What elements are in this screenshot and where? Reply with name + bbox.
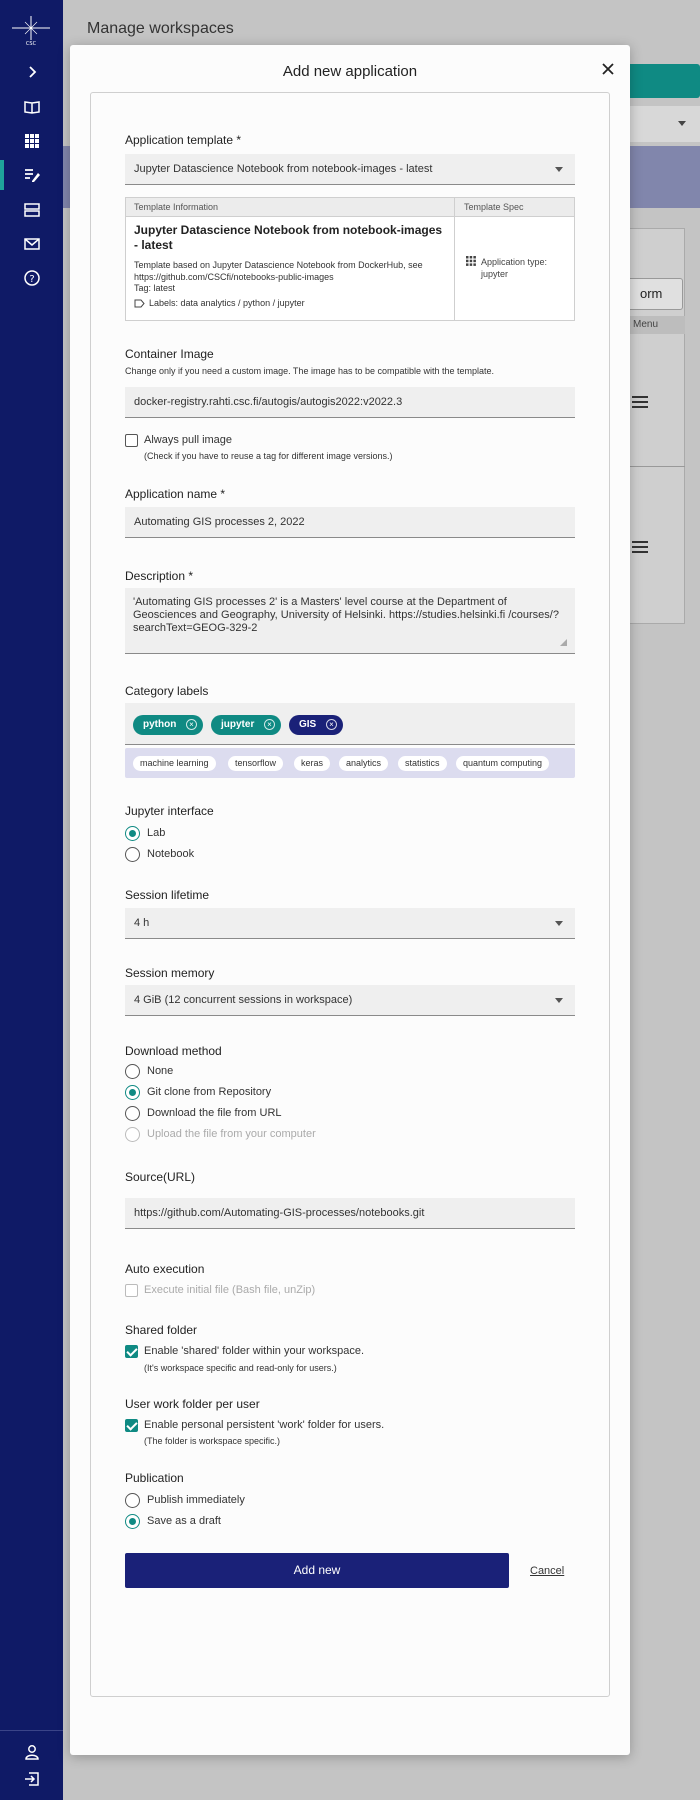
download-method-label: Download method bbox=[125, 1044, 222, 1058]
sidebar bbox=[0, 0, 63, 1800]
background-select bbox=[623, 106, 700, 142]
edit-list-icon bbox=[23, 166, 41, 184]
publication-label: Publication bbox=[125, 1471, 184, 1485]
svg-text:CSC: CSC bbox=[25, 41, 37, 46]
download-url-radio[interactable] bbox=[125, 1106, 140, 1121]
background-primary-button bbox=[623, 64, 700, 98]
sidebar-item-workspaces[interactable] bbox=[0, 124, 63, 158]
template-spec-type-value: jupyter bbox=[481, 269, 509, 279]
template-select[interactable] bbox=[125, 154, 575, 185]
background-form-button: orm bbox=[623, 278, 683, 310]
download-none-radio[interactable] bbox=[125, 1064, 140, 1079]
session-lifetime-label: Session lifetime bbox=[125, 888, 210, 902]
sidebar-item-help[interactable] bbox=[0, 261, 63, 295]
shared-folder-help: (It's workspace specific and read-only for users.) bbox=[144, 1363, 337, 1373]
container-image-input[interactable]: docker-registry.rahti.csc.fi/autogis/autogis2022:v2022.3 bbox=[125, 387, 575, 418]
description-label: Description * bbox=[125, 569, 194, 583]
publish-immediately-radio[interactable] bbox=[125, 1493, 140, 1508]
template-info-labels-text: Labels: data analytics / python / jupyter bbox=[149, 298, 305, 308]
always-pull-checkbox[interactable] bbox=[125, 434, 138, 447]
jupyter-notebook-radio[interactable] bbox=[125, 847, 140, 862]
auto-execution-text: Execute initial file (Bash file, unZip) bbox=[144, 1284, 316, 1296]
category-chips-input[interactable] bbox=[125, 703, 575, 745]
remove-chip-icon[interactable]: × bbox=[186, 719, 197, 730]
resize-handle-icon[interactable] bbox=[560, 639, 567, 646]
chevron-down-icon bbox=[555, 921, 563, 926]
remove-chip-icon[interactable]: × bbox=[264, 719, 275, 730]
suggestion-analytics[interactable]: analytics bbox=[339, 756, 388, 771]
suggestion-statistics[interactable]: statistics bbox=[398, 756, 447, 771]
auto-execution-checkbox bbox=[125, 1284, 138, 1297]
mail-icon bbox=[23, 235, 41, 253]
work-folder-checkbox[interactable] bbox=[125, 1419, 138, 1432]
sidebar-item-logout[interactable] bbox=[0, 1762, 63, 1796]
source-url-input[interactable]: https://github.com/Automating-GIS-processes/notebooks.git bbox=[125, 1198, 575, 1229]
chip-label: python bbox=[143, 719, 177, 730]
grid-icon bbox=[23, 132, 41, 150]
suggestion-quantum-computing[interactable]: quantum computing bbox=[456, 756, 549, 771]
storage-icon bbox=[23, 201, 41, 219]
chip-jupyter[interactable] bbox=[211, 715, 281, 735]
work-folder-label: User work folder per user bbox=[125, 1397, 260, 1411]
save-draft-label: Save as a draft bbox=[147, 1515, 221, 1527]
template-info-labels bbox=[134, 298, 305, 308]
template-spec bbox=[466, 256, 547, 280]
dialog-title: Add new application bbox=[282, 63, 418, 80]
category-suggestions bbox=[125, 748, 575, 778]
chip-python[interactable] bbox=[133, 715, 203, 735]
suggestion-tensorflow[interactable]: tensorflow bbox=[228, 756, 283, 771]
suggestion-machine-learning[interactable]: machine learning bbox=[133, 756, 216, 771]
template-info-divider bbox=[454, 198, 455, 320]
template-spec-col-header: Template Spec bbox=[464, 202, 524, 212]
application-name-input[interactable]: Automating GIS processes 2, 2022 bbox=[125, 507, 575, 538]
background-separator bbox=[623, 466, 685, 467]
category-labels-label: Category labels bbox=[125, 684, 209, 698]
sidebar-item-manage-workspaces[interactable] bbox=[0, 158, 63, 192]
description-text: 'Automating GIS processes 2' is a Masters' level course at the Department of Geosciences and Geography, University of Helsinki. https://studies.helsinki.fi /courses/?searchText=GEOG-329-2 bbox=[133, 596, 559, 634]
svg-text:?: ? bbox=[28, 274, 35, 285]
sidebar-item-catalog[interactable] bbox=[0, 90, 63, 124]
chip-gis[interactable] bbox=[289, 715, 343, 735]
close-icon[interactable] bbox=[598, 59, 618, 79]
work-folder-help: (The folder is workspace specific.) bbox=[144, 1436, 281, 1446]
session-memory-value: 4 GiB (12 concurrent sessions in workspace) bbox=[134, 994, 353, 1006]
jupyter-interface-label: Jupyter interface bbox=[125, 804, 214, 818]
jupyter-lab-label: Lab bbox=[147, 827, 166, 839]
auto-execution-label: Auto execution bbox=[125, 1262, 205, 1276]
template-select-value: Jupyter Datascience Notebook from notebook-images - latest bbox=[134, 163, 433, 175]
template-info-header bbox=[126, 198, 574, 217]
hamburger-menu-icon bbox=[632, 541, 648, 553]
add-new-button[interactable]: Add new bbox=[125, 1553, 509, 1588]
source-url-label: Source(URL) bbox=[125, 1170, 196, 1184]
sidebar-divider bbox=[0, 1730, 63, 1731]
work-folder-text: Enable personal persistent 'work' folder for users. bbox=[144, 1419, 385, 1431]
download-git-radio[interactable] bbox=[125, 1085, 140, 1100]
suggestion-keras[interactable]: keras bbox=[294, 756, 330, 771]
background-menu-header: Menu bbox=[623, 316, 685, 334]
application-name-label: Application name * bbox=[125, 487, 226, 501]
download-upload-radio bbox=[125, 1127, 140, 1142]
chip-label: GIS bbox=[299, 719, 317, 730]
download-url-label: Download the file from URL bbox=[147, 1107, 282, 1119]
template-info-title: Jupyter Datascience Notebook from notebook-images - latest bbox=[134, 223, 443, 252]
session-memory-label: Session memory bbox=[125, 966, 215, 980]
hamburger-menu-icon bbox=[632, 396, 648, 408]
template-info-col-header: Template Information bbox=[134, 202, 219, 212]
shared-folder-checkbox[interactable] bbox=[125, 1345, 138, 1358]
chip-label: jupyter bbox=[221, 719, 255, 730]
download-upload-label: Upload the file from your computer bbox=[147, 1128, 316, 1140]
template-info-tag: Tag: latest bbox=[134, 283, 176, 293]
shared-folder-text: Enable 'shared' folder within your workspace. bbox=[144, 1345, 365, 1357]
apps-grid-icon bbox=[466, 256, 476, 266]
chevron-right-icon bbox=[23, 63, 41, 81]
logout-icon bbox=[23, 1770, 41, 1788]
always-pull-label: Always pull image bbox=[144, 434, 233, 446]
description-textarea[interactable] bbox=[125, 588, 575, 654]
page-title: Manage workspaces bbox=[87, 20, 234, 37]
jupyter-notebook-label: Notebook bbox=[147, 848, 195, 860]
template-label: Application template * bbox=[125, 133, 242, 147]
label-tag-icon bbox=[134, 299, 145, 308]
session-memory-select[interactable] bbox=[125, 985, 575, 1016]
session-lifetime-select[interactable] bbox=[125, 908, 575, 939]
jupyter-lab-radio[interactable] bbox=[125, 826, 140, 841]
expand-sidebar-button[interactable] bbox=[0, 55, 63, 89]
chevron-down-icon bbox=[555, 998, 563, 1003]
download-none-label: None bbox=[147, 1065, 174, 1077]
template-info-table bbox=[125, 197, 575, 321]
session-lifetime-value: 4 h bbox=[134, 917, 150, 929]
container-image-help: Change only if you need a custom image. The image has to be compatible with the template. bbox=[125, 366, 495, 376]
shared-folder-label: Shared folder bbox=[125, 1323, 198, 1337]
publish-immediately-label: Publish immediately bbox=[147, 1494, 245, 1506]
sidebar-item-storage[interactable] bbox=[0, 193, 63, 227]
user-icon bbox=[23, 1743, 41, 1761]
csc-logo-icon[interactable] bbox=[8, 14, 54, 46]
template-info-description: Template based on Jupyter Datascience Notebook from DockerHub, see https://github.com/CSCfi/notebooks-public-images bbox=[134, 260, 423, 282]
remove-chip-icon[interactable]: × bbox=[326, 719, 337, 730]
always-pull-help: (Check if you have to reuse a tag for different image versions.) bbox=[144, 451, 393, 461]
book-icon bbox=[23, 98, 41, 116]
help-icon bbox=[23, 269, 41, 287]
chevron-down-icon bbox=[555, 167, 563, 172]
sidebar-item-messages[interactable] bbox=[0, 227, 63, 261]
template-spec-type-label: Application type: bbox=[481, 257, 548, 267]
cancel-link[interactable]: Cancel bbox=[530, 1565, 565, 1577]
save-draft-radio[interactable] bbox=[125, 1514, 140, 1529]
download-git-label: Git clone from Repository bbox=[147, 1086, 272, 1098]
container-image-label: Container Image bbox=[125, 347, 214, 361]
